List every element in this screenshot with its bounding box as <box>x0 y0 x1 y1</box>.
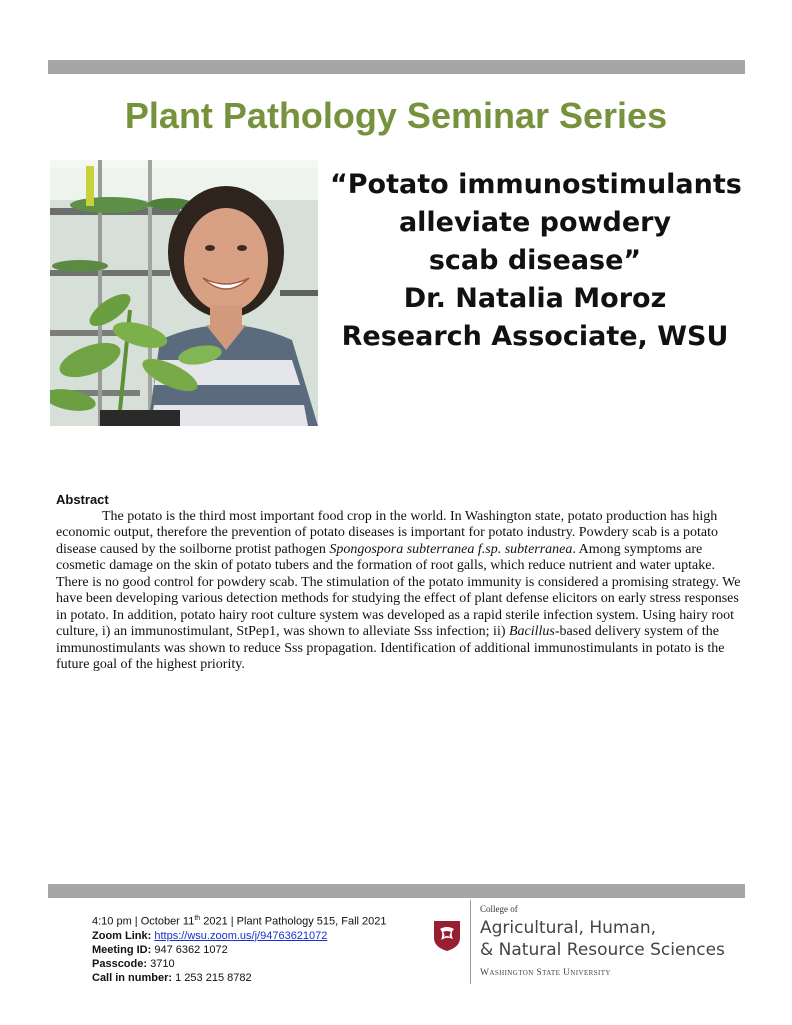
college-name <box>480 917 740 961</box>
college-prefix: College of <box>480 904 518 914</box>
event-time: 4:10 pm | October 11 <box>92 915 195 928</box>
wsu-shield-icon <box>433 920 461 952</box>
abstract-paragraph-2 <box>56 575 746 674</box>
speaker-photo <box>50 160 318 426</box>
speaker-affiliation: Research Associate, WSU <box>341 321 729 352</box>
event-details <box>92 912 422 985</box>
meeting-id-row <box>92 943 422 957</box>
university-name: Washington State University <box>480 968 611 978</box>
top-divider-bar <box>48 60 745 74</box>
passcode-value: 3710 <box>150 957 175 970</box>
zoom-label: Zoom Link: <box>92 929 152 942</box>
abstract-text: The potato is the third most important food crop in the world. In Washington state, potato production has high economic output, therefore the prevention of potato diseases is important for potato industry. Powdery scab is a potato disease caused by the soilborne protist pathogen <box>56 508 718 557</box>
abstract-text: There is no good control for powdery scab. The stimulation of the potato immunity is considered a promising strategy. We have been developing various detection methods for studying the effect of plant defense elicitors on early stress responses in potato. In addition, potato hairy root culture system was developed as a rapid sterile infection system. Using hairy root culture, i) an immunostimulant, StPep1, was shown to alleviate Sss infection; ii) <box>56 574 741 639</box>
call-in-number: 1 253 215 8782 <box>175 971 252 984</box>
meeting-id-value: 947 6362 1072 <box>154 943 228 956</box>
pathogen-name: Spongospora subterranea f.sp. subterranea <box>329 541 573 557</box>
zoom-link[interactable]: https://wsu.zoom.us/j/94763621072 <box>154 929 328 942</box>
passcode-label: Passcode: <box>92 957 148 970</box>
talk-title-line: alleviate powdery <box>398 207 672 238</box>
college-logo <box>430 900 740 990</box>
passcode-row <box>92 957 422 971</box>
abstract-text: -based delivery system of the immunostimulants was shown to reduce Sss propagation. Identification of additional immunostimulants in potato is the future goal of the highest priority. <box>56 624 725 672</box>
speaker-name: Dr. Natalia Moroz <box>403 283 667 314</box>
talk-title-line: “Potato immunostimulants <box>330 169 742 200</box>
meeting-id-label: Meeting ID: <box>92 943 152 956</box>
event-datetime <box>92 912 422 929</box>
zoom-row <box>92 929 422 943</box>
event-course: 2021 | Plant Pathology 515, Fall 2021 <box>200 915 387 928</box>
talk-info <box>330 166 740 356</box>
abstract-section <box>56 492 746 674</box>
series-title: Plant Pathology Seminar Series <box>124 95 668 136</box>
date-suffix: th <box>194 915 201 922</box>
bacillus-name: Bacillus <box>509 624 555 639</box>
abstract-text: . Among symptoms are cosmetic damage on the skin of potato tubers and the formation of root galls, which reduce nutrient and water uptake. <box>56 541 715 573</box>
abstract-heading: Abstract <box>56 492 109 507</box>
logo-divider <box>470 900 471 984</box>
abstract-paragraph-1 <box>56 509 746 575</box>
talk-title-line: scab disease” <box>428 245 642 276</box>
call-in-label: Call in number: <box>92 971 173 984</box>
college-name-line: & Natural Resource Sciences <box>480 940 725 960</box>
bottom-divider-bar <box>48 884 745 898</box>
call-in-row <box>92 971 422 985</box>
college-name-line: Agricultural, Human, <box>480 918 657 938</box>
